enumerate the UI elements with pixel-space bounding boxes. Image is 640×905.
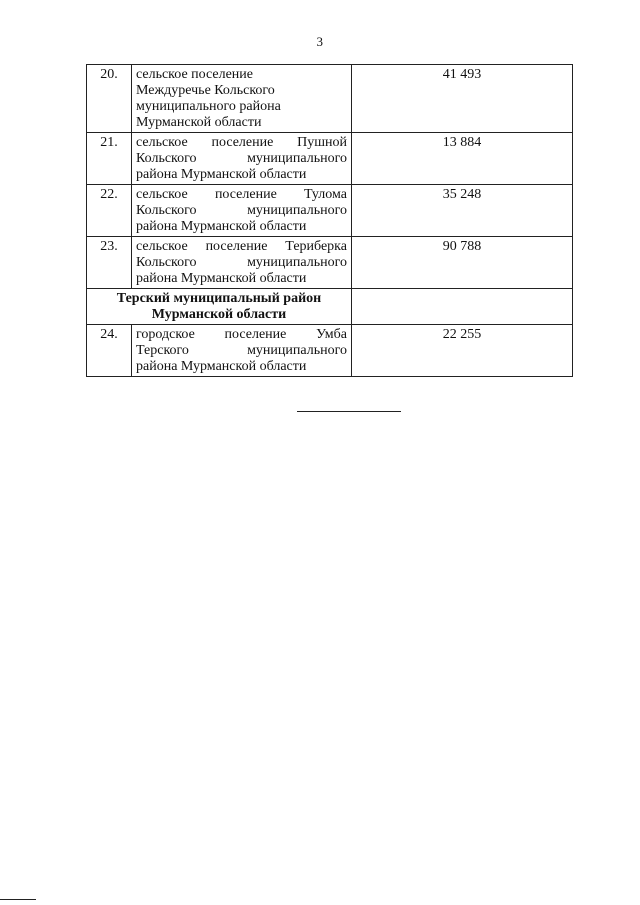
edge-mark (0, 899, 36, 900)
settlement-name-line: городское поселение Умба (136, 327, 347, 342)
table-row (87, 325, 573, 377)
settlements-table (86, 64, 573, 377)
settlement-value: 41 493 (352, 65, 573, 133)
settlement-name-line: Кольского муниципального (136, 151, 347, 166)
settlement-name-line: Мурманской области (136, 115, 262, 130)
settlement-value: 90 788 (352, 237, 573, 289)
table-group-row (87, 289, 573, 325)
row-number: 22. (87, 185, 132, 237)
row-number: 23. (87, 237, 132, 289)
settlement-name (132, 65, 352, 133)
settlement-name-line: района Мурманской области (136, 219, 307, 234)
settlement-name-line: района Мурманской области (136, 271, 307, 286)
settlement-name-line: сельское поселение Териберка (136, 239, 347, 254)
row-number: 21. (87, 133, 132, 185)
settlement-name (132, 325, 352, 377)
group-heading (87, 289, 352, 325)
page-number: 3 (316, 34, 324, 49)
group-heading-line: Терский муниципальный район (116, 291, 322, 306)
table-row (87, 65, 573, 133)
row-number: 24. (87, 325, 132, 377)
row-number: 20. (87, 65, 132, 133)
table-row (87, 185, 573, 237)
settlement-name-line: района Мурманской области (136, 359, 307, 374)
settlement-name-line: сельское поселение Тулома (136, 187, 347, 202)
settlement-value: 35 248 (352, 185, 573, 237)
table-row (87, 237, 573, 289)
table-row (87, 133, 573, 185)
settlement-name-line: сельское поселение (136, 67, 253, 82)
settlement-name (132, 133, 352, 185)
settlement-name (132, 237, 352, 289)
group-heading-line: Мурманской области (151, 307, 287, 322)
settlement-name-line: района Мурманской области (136, 167, 307, 182)
settlement-name-line: Кольского муниципального (136, 255, 347, 270)
settlement-name (132, 185, 352, 237)
settlement-name-line: сельское поселение Пушной (136, 135, 347, 150)
settlement-name-line: муниципального района (136, 99, 281, 114)
settlement-value: 22 255 (352, 325, 573, 377)
settlement-name-line: Кольского муниципального (136, 203, 347, 218)
settlement-name-line: Междуречье Кольского (136, 83, 275, 98)
table-body (87, 65, 573, 377)
settlement-value: 13 884 (352, 133, 573, 185)
closing-rule (297, 411, 401, 412)
group-value-empty (352, 289, 573, 325)
settlement-name-line: Терского муниципального (136, 343, 347, 358)
